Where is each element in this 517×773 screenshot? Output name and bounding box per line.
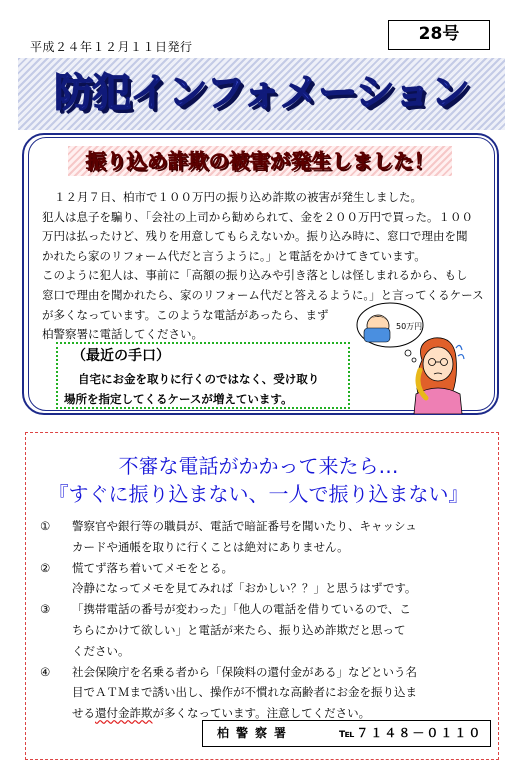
item-line: カードや通帳を取りに行くことは絶対にありません。 [72, 539, 349, 554]
highlighted-term: 還付金詐欺 [95, 706, 153, 721]
recent-method-text [64, 369, 319, 409]
item-line: 社会保険庁を名乗る者から「保険料の還付金がある」などという名 [72, 664, 417, 679]
item-line: 「携帯電話の番号が変わった」「他人の電話を借りているので、こ [72, 602, 411, 617]
item-line: 警察官や銀行等の職員が、電話で暗証番号を聞いたり、キャッシュ [72, 519, 417, 533]
body-line: 万円は払ったけど、残りを用意してもらえないか。振り込み時に、窓口で理由を聞 [42, 229, 468, 244]
page-title: 防犯インフォメーション [54, 71, 469, 116]
item-line: 目でＡＴＭまで誘い出し、操作が不慣れな高齢者にお金を振り込ま [72, 685, 417, 700]
recent-line: 場所を指定してくるケースが増えています。 [64, 392, 293, 406]
contact-box [202, 720, 491, 747]
title-banner [18, 58, 505, 130]
item-number: ④ [40, 664, 51, 679]
item-line: ください。 [72, 643, 130, 658]
recent-line: 自宅にお金を取りに行くのではなく、受け取り [78, 372, 320, 386]
body-line: が多くなっています。このような電話があったら、まず [42, 307, 329, 322]
list-item [40, 662, 490, 724]
police-station-name: 柏警察署 [217, 726, 294, 740]
list-item [40, 599, 490, 661]
body-line: 犯人は息子を騙り、「会社の上司から勧められて、金を２００万円で買った。１００ [42, 209, 474, 224]
item-number: ③ [40, 602, 51, 617]
issue-number: 28号 [388, 20, 490, 50]
body-line: かれたら家のリフォーム代だと言うように。」と電話をかけてきています。 [42, 248, 426, 263]
incident-headline: 振り込め詐欺の被害が発生しました！ [68, 146, 452, 176]
item-line: 慌てず落ち着いてメモをとる。 [72, 560, 233, 575]
body-line: 窓口で理由を聞かれたら、家のリフォーム代だと答えるように。」と言ってくるケース [42, 287, 484, 302]
list-item [40, 516, 490, 558]
item-line: 冷静になってメモを見てみれば「おかしい？？」と思うはずです。 [72, 581, 417, 596]
warning-slogan: 『すぐに振り込まない、一人で振り込まない』 [48, 482, 469, 506]
item-number: ① [40, 519, 51, 533]
phone-number: ℡７１４８－０１１０ [339, 726, 483, 740]
recent-method-title: （最近の手口） [72, 348, 170, 364]
body-line: １２月７日、柏市で１００万円の振り込め詐欺の被害が発生しました。 [54, 190, 422, 204]
amount-label: 50万円 [396, 322, 423, 331]
item-text: せる [72, 706, 95, 721]
list-item [40, 558, 490, 600]
advice-list [40, 516, 490, 724]
body-line: 柏警察署に電話してください。 [42, 327, 203, 342]
issue-date: 平成２４年１２月１１日発行 [30, 40, 193, 54]
warning-heading: 不審な電話がかかって来たら… [118, 454, 399, 478]
item-text: が多くなっています。注意してください。 [152, 706, 371, 721]
item-number: ② [40, 560, 51, 575]
body-line: このように犯人は、事前に「高額の振り込みや引き落としは怪しまれるから、もし [42, 268, 468, 283]
item-line: ちらにかけて欲しい」と電話が来たら、振り込め詐欺だと思って [72, 622, 406, 637]
worried-mother-phone-illustration [350, 298, 472, 414]
